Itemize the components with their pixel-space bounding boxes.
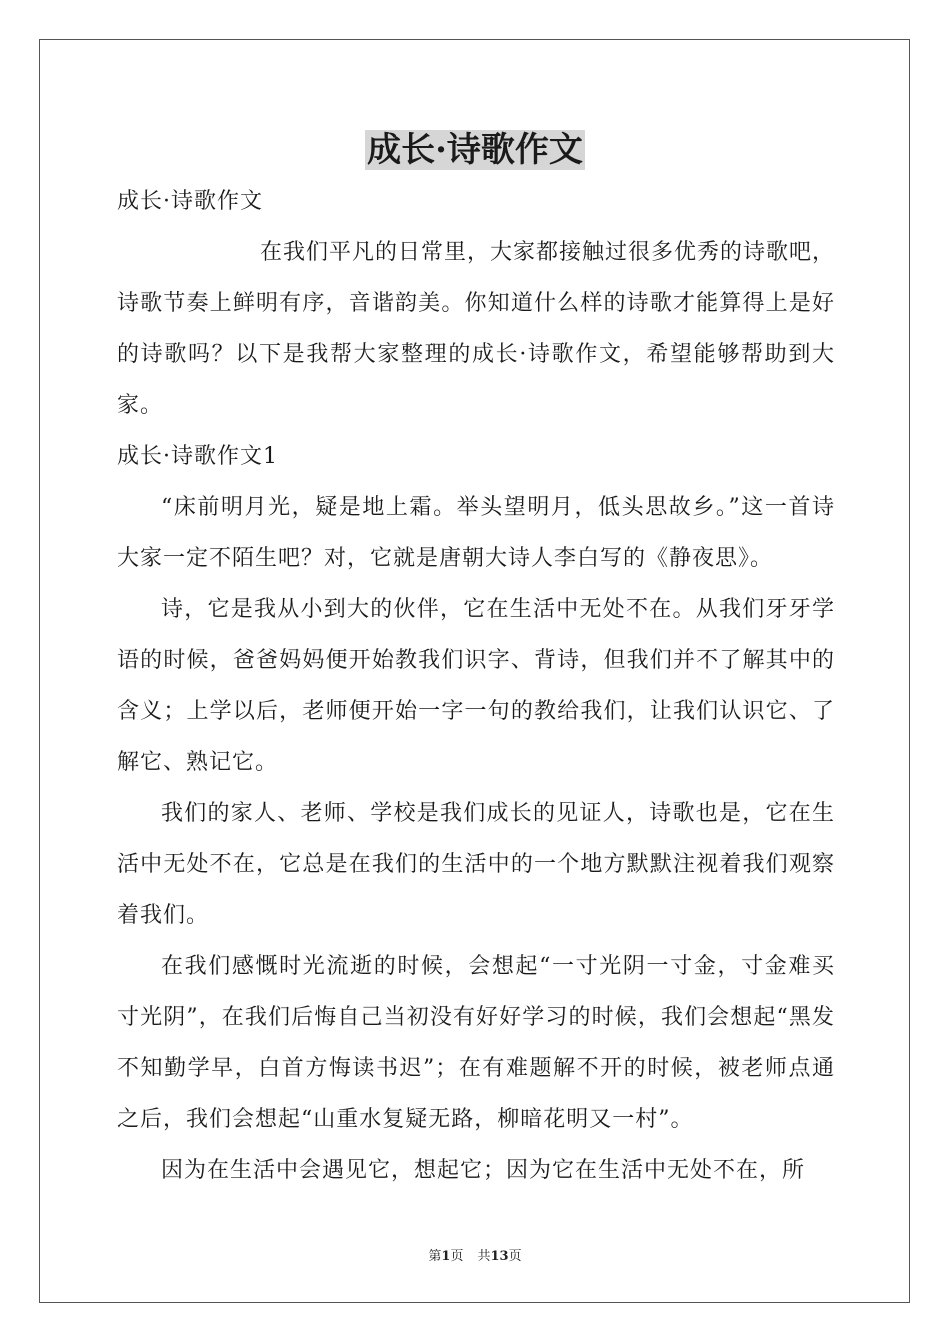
body-paragraph-2: 诗，它是我从小到大的伙伴，它在生活中无处不在。从我们牙牙学语的时候，爸爸妈妈便开始教我们识字、背诗，但我们并不了解其中的含义；上学以后，老师便开始一字一句的教给我们，让我们认识它、了解它、熟记它。 [117, 597, 835, 775]
total-prefix: 共 [477, 1249, 491, 1264]
page-suffix: 页 [450, 1249, 464, 1264]
section-heading: 成长·诗歌作文1 [117, 444, 278, 469]
document-body [117, 176, 835, 1196]
body-paragraph-1: “床前明月光，疑是地上霜。举头望明月，低头思故乡。”这一首诗大家一定不陌生吧？对，它就是唐朝大诗人李白写的《静夜思》。 [117, 495, 835, 571]
intro-paragraph: 在我们平凡的日常里，大家都接触过很多优秀的诗歌吧，诗歌节奏上鲜明有序，音谐韵美。你知道什么样的诗歌才能算得上是好的诗歌吗？以下是我帮大家整理的成长·诗歌作文，希望能够帮助到大家。 [117, 240, 836, 418]
title-text: 成长·诗歌作文 [367, 130, 583, 170]
document-title [0, 128, 950, 172]
page-prefix: 第 [428, 1249, 442, 1264]
body-paragraph-3: 我们的家人、老师、学校是我们成长的见证人，诗歌也是，它在生活中无处不在，它总是在我们的生活中的一个地方默默注视着我们观察着我们。 [117, 801, 835, 928]
total-suffix: 页 [508, 1249, 522, 1264]
body-paragraph-5: 因为在生活中会遇见它，想起它；因为它在生活中无处不在，所 [161, 1158, 806, 1183]
body-paragraph-4: 在我们感慨时光流逝的时候，会想起“一寸光阴一寸金，寸金难买寸光阴”，在我们后悔自己当初没有好好学习的时候，我们会想起“黑发不知勤学早，白首方悔读书迟”；在有难题解不开的时候，被老师点通之后，我们会想起“山重水复疑无路，柳暗花明又一村”。 [117, 954, 835, 1132]
subtitle: 成长·诗歌作文 [117, 189, 263, 214]
page-number: 1 [441, 1249, 451, 1264]
total-pages: 13 [490, 1249, 509, 1264]
page-footer [0, 1245, 950, 1264]
